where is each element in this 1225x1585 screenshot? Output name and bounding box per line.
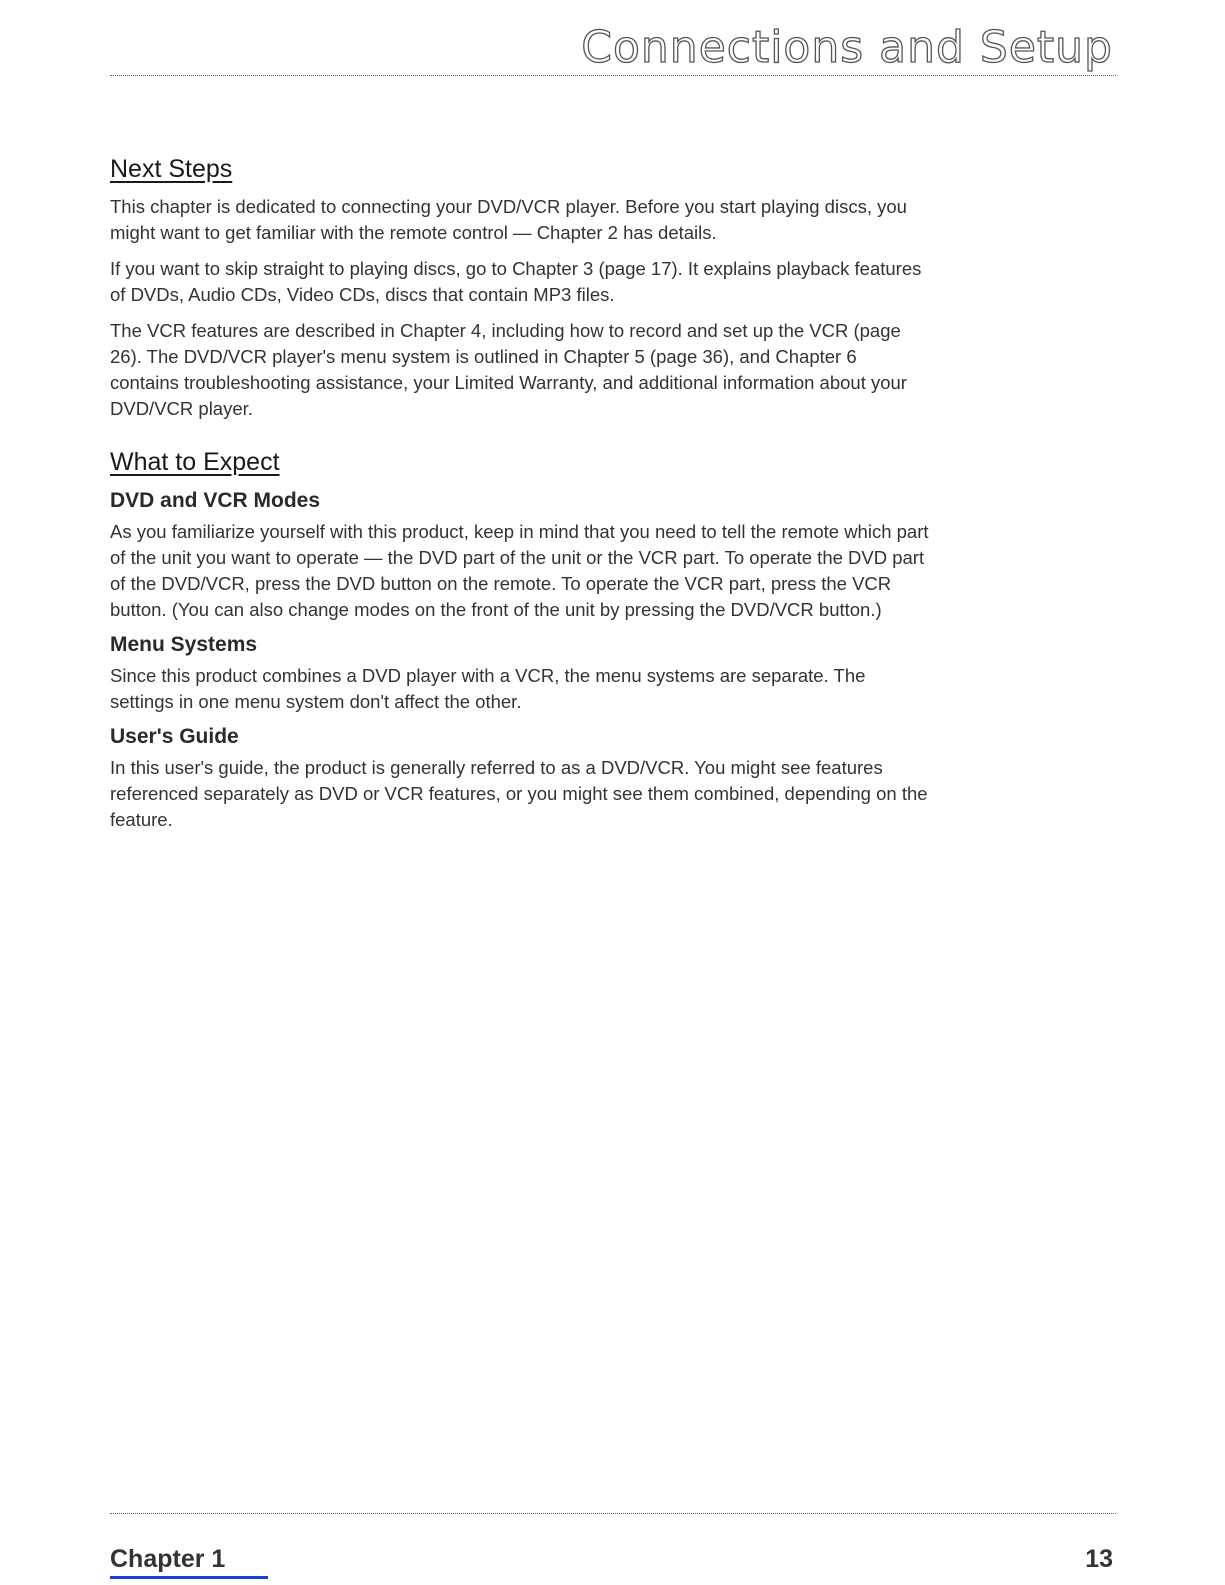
subheading-menu-systems: Menu Systems [110, 633, 258, 656]
paragraph: Since this product combines a DVD player with a VCR, the menu systems are separate. The settings in one menu system don't affect the other. [110, 665, 866, 712]
paragraph: This chapter is dedicated to connecting your DVD/VCR player. Before you start playing discs, you might want to get familiar with the remote control — Chapter 2 has details. [110, 196, 907, 243]
chapter-header-title: Connections and Setup [581, 22, 1113, 73]
subheading-users-guide: User's Guide [110, 725, 239, 748]
footer-divider [110, 1513, 1116, 1514]
footer-chapter-label: Chapter 1 [110, 1545, 226, 1573]
paragraph: In this user's guide, the product is generally referred to as a DVD/VCR. You might see features referenced separately as DVD or VCR features, or you might see them combined, depending on the feature. [110, 757, 928, 830]
paragraph: If you want to skip straight to playing discs, go to Chapter 3 (page 17). It explains playback features of DVDs, Audio CDs, Video CDs, discs that contain MP3 files. [110, 258, 922, 305]
footer-accent-bar [110, 1576, 268, 1579]
page-content [110, 155, 930, 843]
subheading-dvd-vcr-modes: DVD and VCR Modes [110, 489, 321, 512]
section-heading-what-to-expect: What to Expect [110, 448, 280, 476]
paragraph: As you familiarize yourself with this product, keep in mind that you need to tell the remote which part of the unit you want to operate — the DVD part of the unit or the VCR part. To operate the DVD part of the DVD/VCR, press the DVD button on the remote. To operate the VCR part, press the VCR button. (You can also change modes on the front of the unit by pressing the DVD/VCR button.) [110, 521, 929, 620]
page-number: 13 [1085, 1545, 1113, 1573]
section-heading-next-steps: Next Steps [110, 155, 233, 183]
paragraph: The VCR features are described in Chapter 4, including how to record and set up the VCR (page 26). The DVD/VCR player's menu system is outlined in Chapter 5 (page 36), and Chapter 6 contains troubleshooting assistance, your Limited Warranty, and additional information about your DVD/VCR player. [110, 320, 907, 419]
header-divider [110, 75, 1116, 76]
